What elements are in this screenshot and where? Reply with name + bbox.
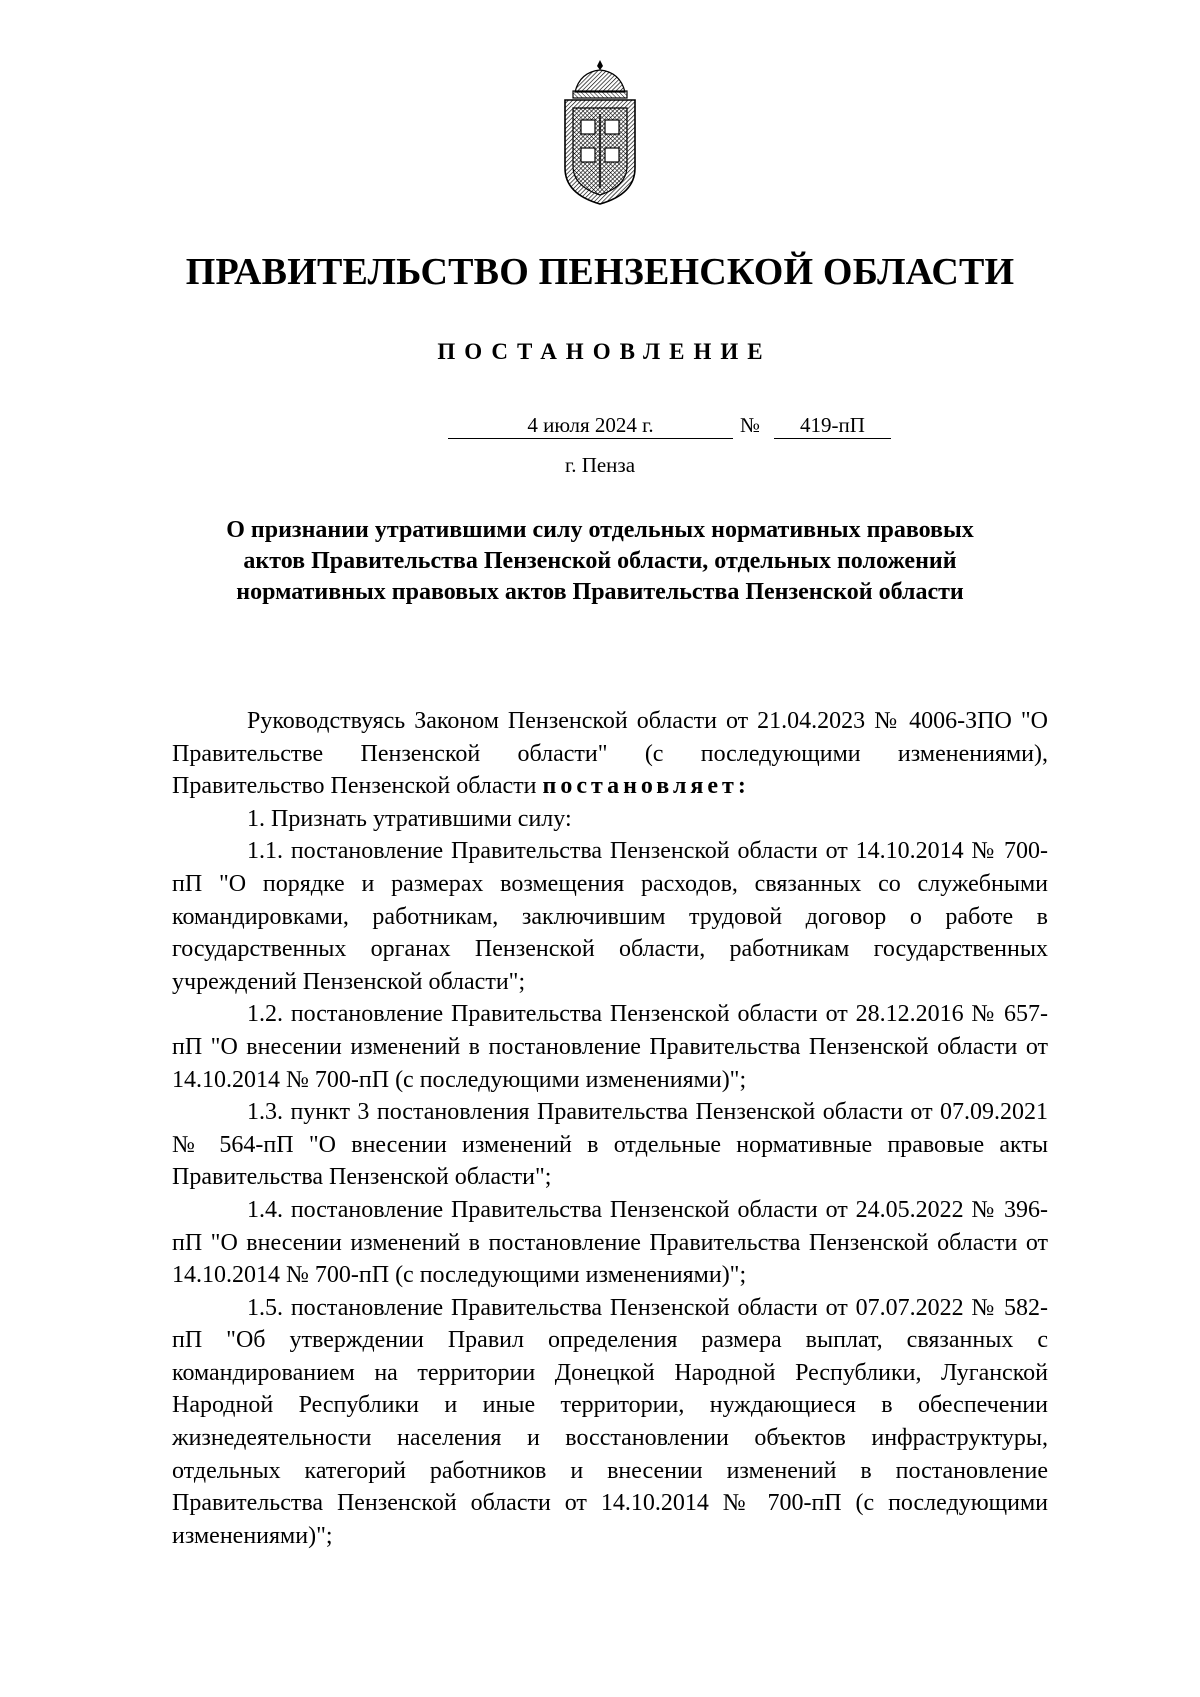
item-1-4: 1.4. постановление Правительства Пензенской области от 24.05.2022 № 396-пП "О внесении изменений в постановление Правительства Пензенской области от 14.10.2014 № 700-пП (с последующими изменениями)";	[172, 1196, 1048, 1289]
date-number-line	[448, 412, 898, 442]
coat-of-arms-icon	[555, 58, 645, 208]
preamble-paragraph	[172, 705, 1048, 803]
document-body	[172, 705, 1048, 1552]
document-date: 4 июля 2024 г.	[448, 412, 733, 439]
preamble-text: Руководствуясь Законом Пензенской области от 21.04.2023 № 4006-ЗПО "О Правительстве Пензенской области" (с последующими изменениями), Правительство Пензенской области	[172, 708, 1048, 800]
item-1-1: 1.1. постановление Правительства Пензенской области от 14.10.2014 № 700-пП "О порядке и размерах возмещения расходов, связанных со служебными командировками, работникам, заключившим трудовой договор о работе в государственных органах Пензенской области, работникам государственных учреждений Пензенской области";	[172, 838, 1048, 995]
preamble-action: постановляет:	[542, 773, 750, 800]
government-title: ПРАВИТЕЛЬСТВО ПЕНЗЕНСКОЙ ОБЛАСТИ	[185, 251, 1015, 293]
document-city: г. Пенза	[564, 453, 636, 477]
document-number: 419-пП	[774, 412, 891, 439]
item-1: 1. Признать утратившими силу:	[247, 805, 572, 832]
item-1-3: 1.3. пункт 3 постановления Правительства Пензенской области от 07.09.2021 № 564-пП "О внесении изменений в отдельные нормативные правовые акты Правительства Пензенской области";	[172, 1099, 1048, 1191]
item-1-2: 1.2. постановление Правительства Пензенской области от 28.12.2016 № 657-пП "О внесении изменений в постановление Правительства Пензенской области от 14.10.2014 № 700-пП (с последующими изменениями)";	[172, 1001, 1048, 1093]
document-type: ПОСТАНОВЛЕНИЕ	[437, 339, 772, 364]
document-heading: О признании утратившими силу отдельных нормативных правовых актов Правительства Пензенской области, отдельных положений нормативных правовых актов Правительства Пензенской области	[226, 517, 974, 605]
item-1-5: 1.5. постановление Правительства Пензенской области от 07.07.2022 № 582-пП "Об утверждении Правил определения размера выплат, связанных с командированием на территории Донецкой Народной Республики, Луганской Народной Республики и иные территории, нуждающиеся в обеспечении жизнедеятельности населения и восстановлении объектов инфраструктуры, отдельных категорий работников и внесении изменений в постановление Правительства Пензенской области от 14.10.2014 № 700-пП (с последующими изменениями)";	[172, 1294, 1048, 1549]
number-sign: №	[740, 413, 761, 437]
